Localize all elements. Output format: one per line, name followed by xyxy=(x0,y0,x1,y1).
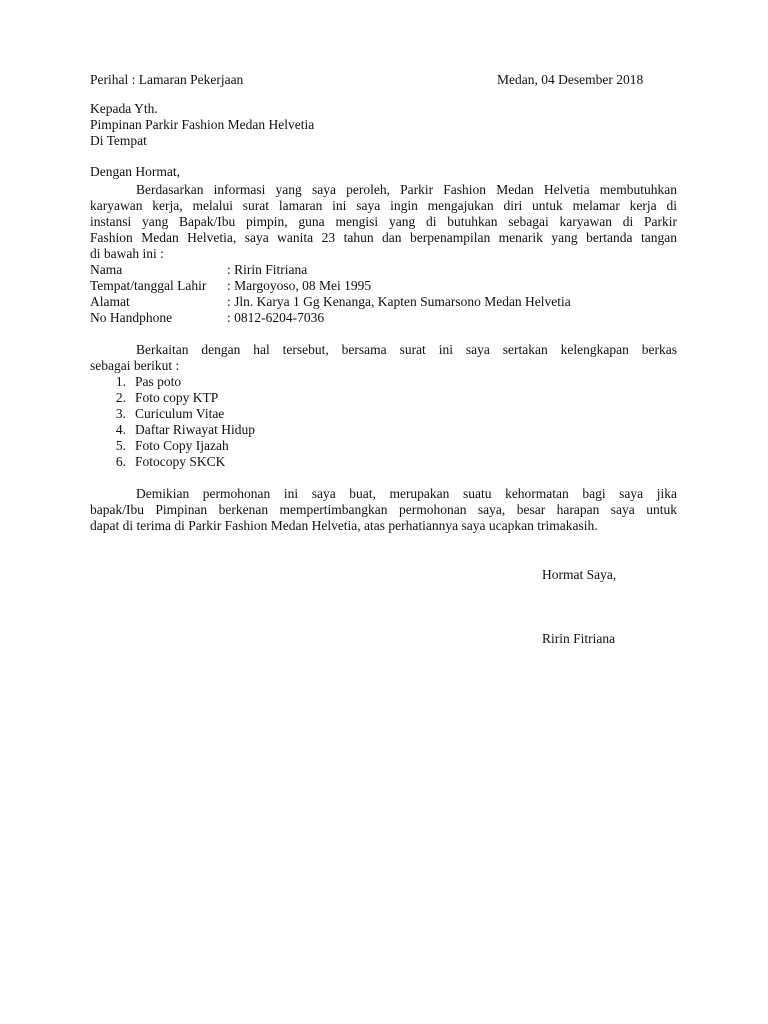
identity-value-address: : Jln. Karya 1 Gg Kenanga, Kapten Sumarsono Medan Helvetia xyxy=(227,294,571,309)
list-item-number: 2. xyxy=(115,390,126,405)
attachments-intro-line-1: Berkaitan dengan hal tersebut, bersama surat ini saya sertakan kelengkapan berkas xyxy=(136,342,677,357)
subject-line: Perihal : Lamaran Pekerjaan xyxy=(90,72,244,87)
greeting: Dengan Hormat, xyxy=(90,164,180,179)
intro-line-4: Fashion Medan Helvetia, saya wanita 23 tahun dan berpenampilan menarik yang bertanda tangan xyxy=(90,230,677,245)
identity-value-phone: : 0812-6204-7036 xyxy=(227,310,325,325)
signature-salutation: Hormat Saya, xyxy=(542,567,617,582)
intro-line-5: di bawah ini : xyxy=(90,246,164,261)
list-item-number: 6. xyxy=(115,454,126,469)
list-item: Daftar Riwayat Hidup xyxy=(135,422,255,437)
closing-line-3: dapat di terima di Parkir Fashion Medan Helvetia, atas perhatiannya saya ucapkan trimakasih. xyxy=(90,518,598,533)
list-item-number: 1. xyxy=(115,374,126,389)
identity-value-birth: : Margoyoso, 08 Mei 1995 xyxy=(227,278,372,293)
recipient-line-2: Pimpinan Parkir Fashion Medan Helvetia xyxy=(90,117,315,132)
list-item-number: 3. xyxy=(115,406,126,421)
list-item: Fotocopy SKCK xyxy=(135,454,226,469)
signature-name: Ririn Fitriana xyxy=(542,631,616,646)
identity-label-phone: No Handphone xyxy=(90,310,173,325)
list-item: Foto Copy Ijazah xyxy=(135,438,229,453)
intro-line-1: Berdasarkan informasi yang saya peroleh, Parkir Fashion Medan Helvetia membutuhkan xyxy=(136,182,677,197)
identity-label-birth: Tempat/tanggal Lahir xyxy=(90,278,207,293)
identity-label-name: Nama xyxy=(90,262,123,277)
place-date: Medan, 04 Desember 2018 xyxy=(497,72,644,87)
list-item-number: 5. xyxy=(115,438,126,453)
intro-line-3: instansi yang Bapak/Ibu pimpin, guna mengisi yang di butuhkan sebagai karyawan di Parkir xyxy=(90,214,677,229)
closing-line-2: bapak/Ibu Pimpinan berkenan mempertimbangkan permohonan saya, besar harapan saya untuk xyxy=(90,502,677,517)
identity-label-address: Alamat xyxy=(90,294,130,309)
list-item-number: 4. xyxy=(115,422,126,437)
recipient-line-3: Di Tempat xyxy=(90,133,147,148)
closing-line-1: Demikian permohonan ini saya buat, merupakan suatu kehormatan bagi saya jika xyxy=(136,486,677,501)
attachments-intro-line-2: sebagai berikut : xyxy=(90,358,180,373)
list-item: Foto copy KTP xyxy=(135,390,219,405)
recipient-line-1: Kepada Yth. xyxy=(90,101,158,116)
list-item: Curiculum Vitae xyxy=(135,406,225,421)
list-item: Pas poto xyxy=(135,374,182,389)
identity-value-name: : Ririn Fitriana xyxy=(227,262,308,277)
intro-line-2: karyawan kerja, melalui surat lamaran ini saya ingin mengajukan diri untuk melamar kerja di xyxy=(90,198,677,213)
